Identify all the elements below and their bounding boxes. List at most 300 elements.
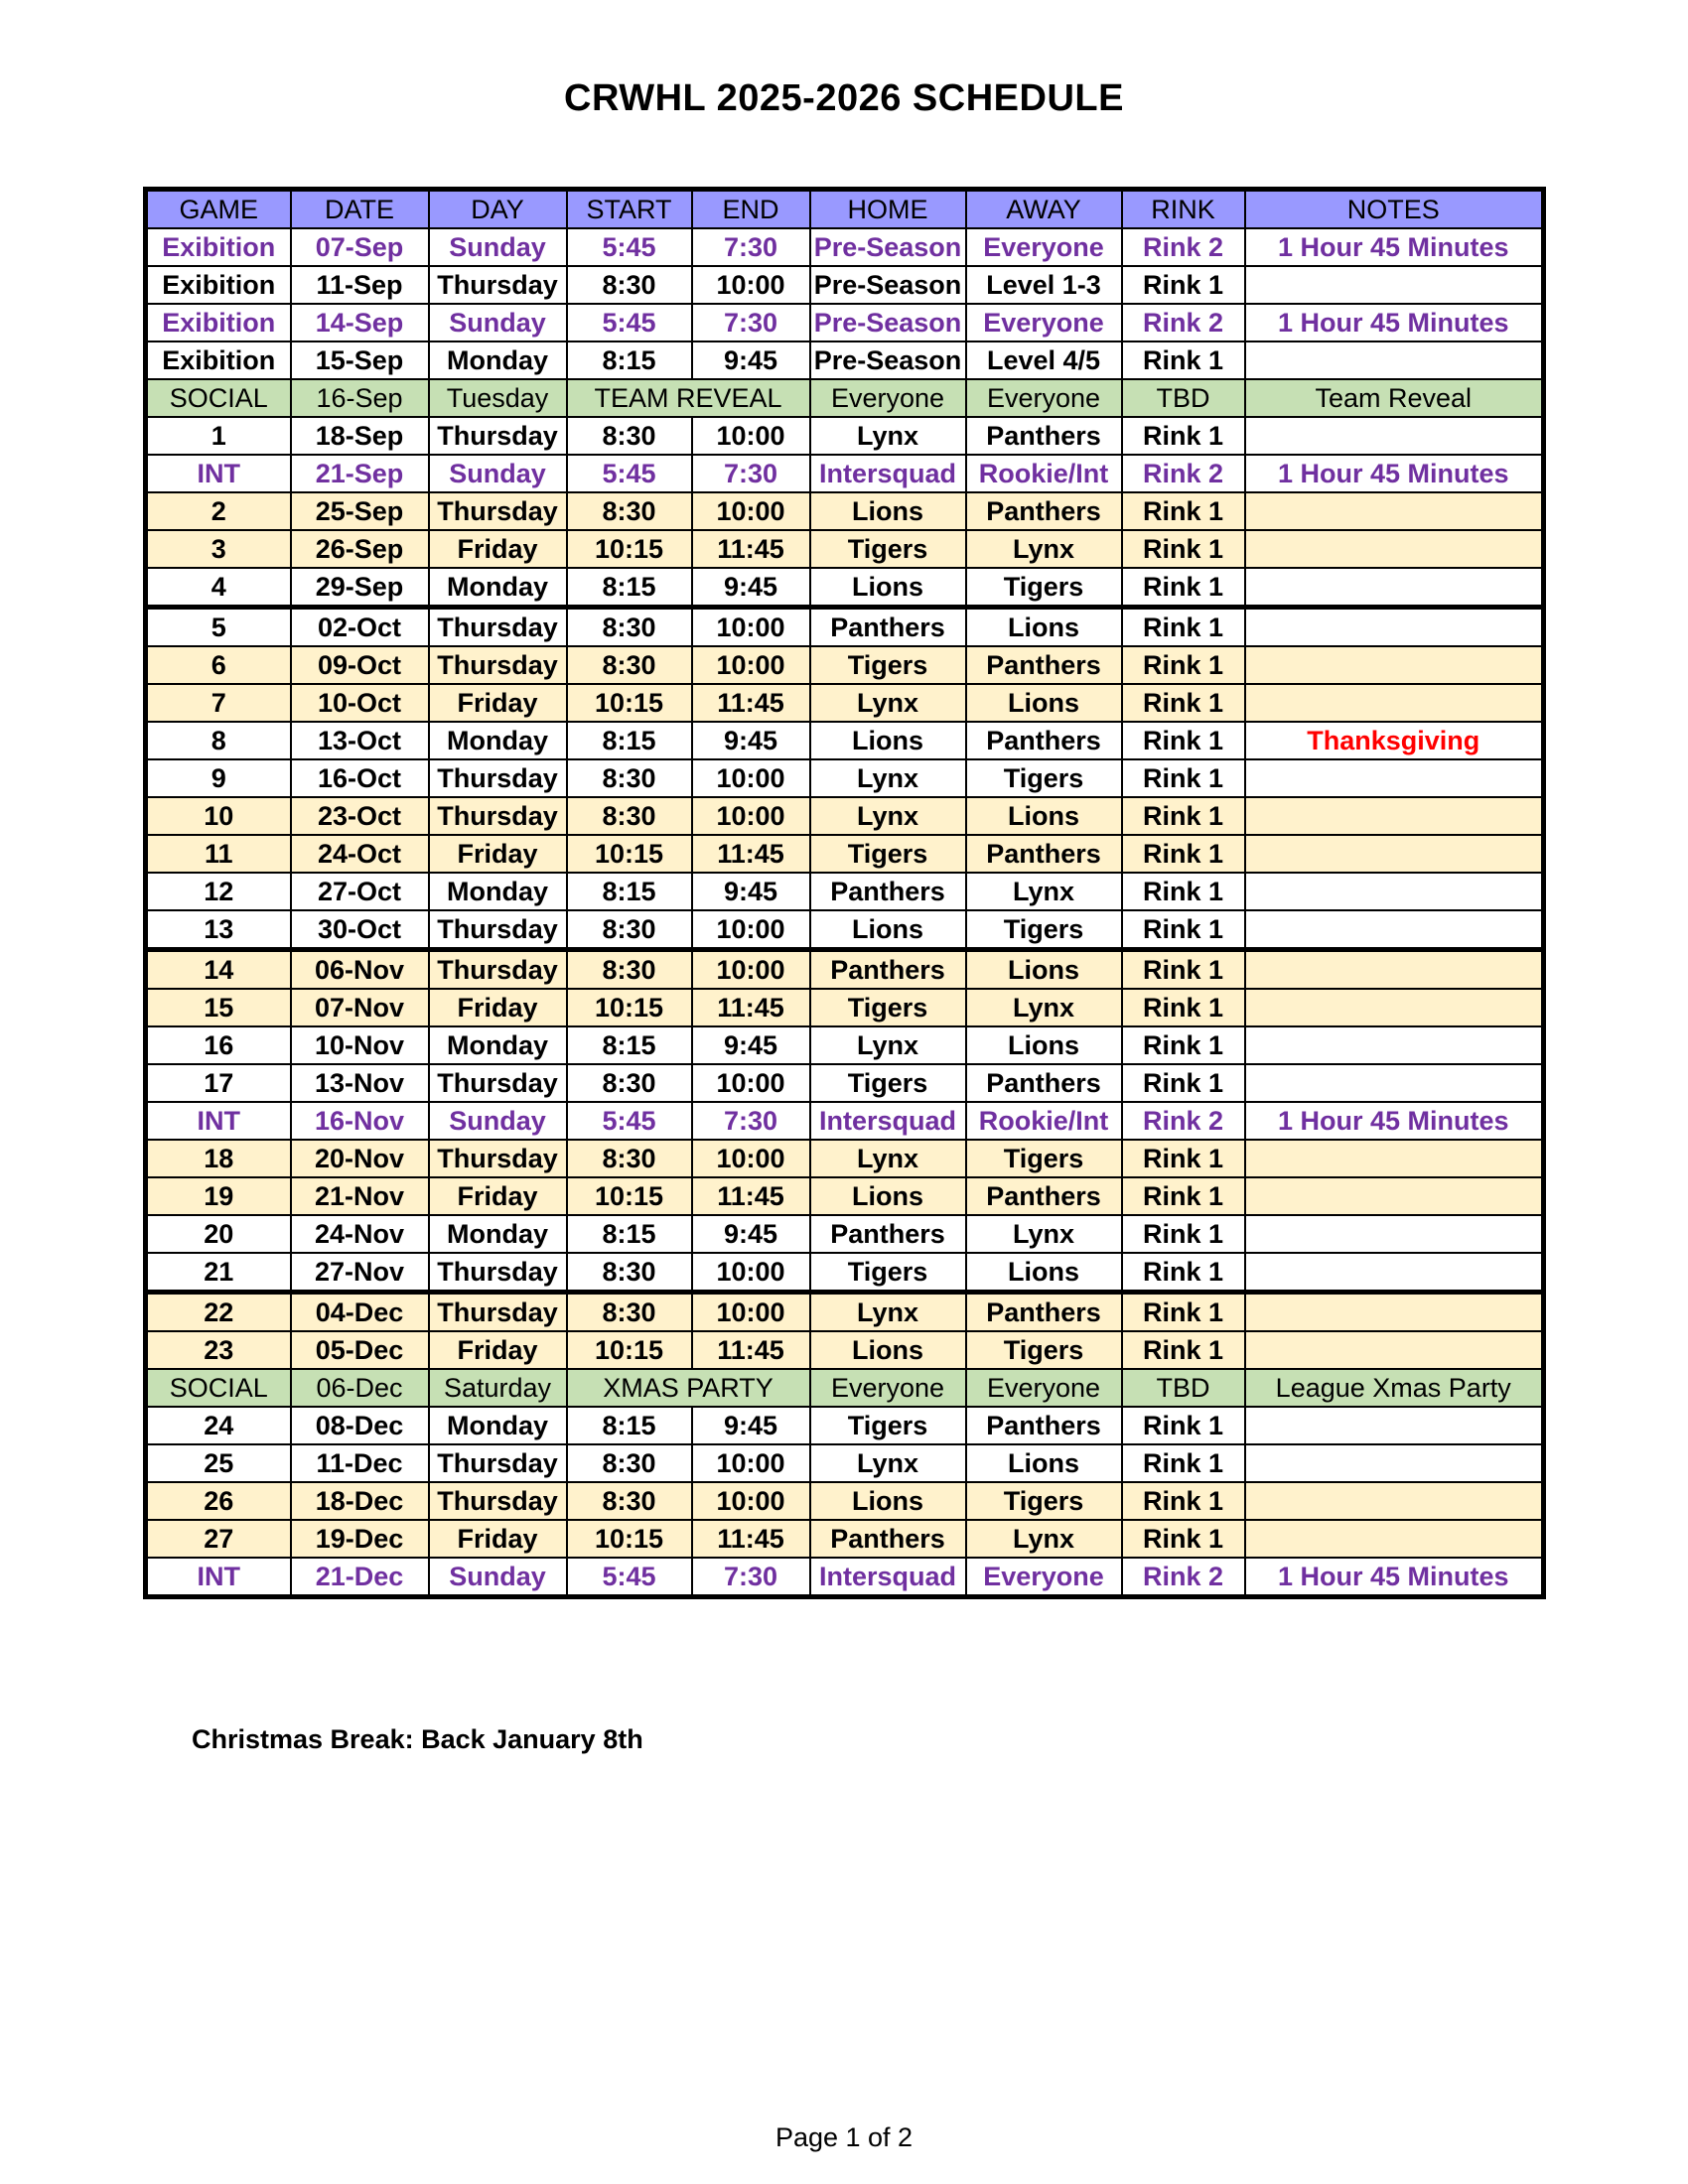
cell-game: 11 — [146, 835, 291, 873]
cell-date: 23-Oct — [291, 797, 429, 835]
cell-rink: Rink 1 — [1122, 646, 1245, 684]
cell-home: Lynx — [810, 797, 966, 835]
cell-away: Everyone — [966, 228, 1122, 266]
header-day: DAY — [429, 190, 567, 229]
cell-away: Rookie/Int — [966, 1102, 1122, 1140]
table-row — [146, 608, 1544, 647]
cell-notes — [1245, 759, 1544, 797]
cell-start: 8:30 — [567, 1064, 692, 1102]
cell-away: Lynx — [966, 1215, 1122, 1253]
cell-date: 16-Oct — [291, 759, 429, 797]
cell-away: Panthers — [966, 722, 1122, 759]
cell-home: Tigers — [810, 835, 966, 873]
cell-home: Panthers — [810, 608, 966, 647]
cell-rink: Rink 1 — [1122, 1215, 1245, 1253]
cell-away: Lions — [966, 797, 1122, 835]
cell-notes — [1245, 1407, 1544, 1444]
cell-rink: Rink 2 — [1122, 228, 1245, 266]
cell-notes — [1245, 1177, 1544, 1215]
cell-notes — [1245, 1026, 1544, 1064]
cell-day: Friday — [429, 1177, 567, 1215]
table-row — [146, 341, 1544, 379]
cell-game: 21 — [146, 1253, 291, 1293]
cell-game: 27 — [146, 1520, 291, 1558]
cell-game: Exibition — [146, 228, 291, 266]
cell-day: Monday — [429, 341, 567, 379]
cell-end: 9:45 — [692, 568, 810, 608]
cell-notes: Team Reveal — [1245, 379, 1544, 417]
table-row — [146, 379, 1544, 417]
cell-day: Thursday — [429, 759, 567, 797]
cell-home: Everyone — [810, 379, 966, 417]
cell-start: 8:15 — [567, 341, 692, 379]
cell-away: Lions — [966, 1253, 1122, 1293]
table-row — [146, 1177, 1544, 1215]
cell-rink: Rink 1 — [1122, 835, 1245, 873]
table-row — [146, 228, 1544, 266]
cell-game: 6 — [146, 646, 291, 684]
cell-notes — [1245, 341, 1544, 379]
cell-day: Thursday — [429, 950, 567, 990]
cell-end: 10:00 — [692, 1140, 810, 1177]
cell-away: Tigers — [966, 1140, 1122, 1177]
table-row — [146, 1369, 1544, 1407]
cell-day: Friday — [429, 835, 567, 873]
cell-game: 8 — [146, 722, 291, 759]
cell-notes — [1245, 1140, 1544, 1177]
cell-date: 10-Oct — [291, 684, 429, 722]
cell-date: 06-Nov — [291, 950, 429, 990]
cell-end: 10:00 — [692, 266, 810, 304]
table-row — [146, 1064, 1544, 1102]
cell-date: 29-Sep — [291, 568, 429, 608]
cell-rink: Rink 1 — [1122, 1026, 1245, 1064]
cell-rink: Rink 1 — [1122, 797, 1245, 835]
cell-date: 27-Oct — [291, 873, 429, 910]
cell-end: 10:00 — [692, 950, 810, 990]
cell-rink: Rink 1 — [1122, 1177, 1245, 1215]
cell-end: 10:00 — [692, 1293, 810, 1332]
cell-home: Lions — [810, 722, 966, 759]
cell-day: Friday — [429, 1520, 567, 1558]
cell-away: Lynx — [966, 530, 1122, 568]
cell-away: Everyone — [966, 379, 1122, 417]
cell-day: Sunday — [429, 1102, 567, 1140]
cell-rink: Rink 1 — [1122, 759, 1245, 797]
cell-home: Intersquad — [810, 1558, 966, 1597]
cell-rink: Rink 1 — [1122, 1253, 1245, 1293]
cell-start: 10:15 — [567, 1331, 692, 1369]
cell-notes — [1245, 266, 1544, 304]
cell-rink: Rink 1 — [1122, 492, 1245, 530]
cell-home: Lynx — [810, 417, 966, 455]
cell-game: 19 — [146, 1177, 291, 1215]
cell-date: 11-Sep — [291, 266, 429, 304]
cell-notes — [1245, 835, 1544, 873]
cell-notes — [1245, 1444, 1544, 1482]
cell-notes — [1245, 608, 1544, 647]
cell-date: 25-Sep — [291, 492, 429, 530]
cell-rink: Rink 2 — [1122, 455, 1245, 492]
cell-rink: Rink 1 — [1122, 1331, 1245, 1369]
cell-home: Lions — [810, 1331, 966, 1369]
cell-game: 16 — [146, 1026, 291, 1064]
cell-start: 10:15 — [567, 989, 692, 1026]
cell-date: 05-Dec — [291, 1331, 429, 1369]
cell-game: 20 — [146, 1215, 291, 1253]
cell-away: Everyone — [966, 1558, 1122, 1597]
cell-date: 13-Oct — [291, 722, 429, 759]
cell-home: Tigers — [810, 1253, 966, 1293]
cell-end: 10:00 — [692, 417, 810, 455]
cell-notes — [1245, 646, 1544, 684]
header-home: HOME — [810, 190, 966, 229]
cell-game: 22 — [146, 1293, 291, 1332]
cell-day: Sunday — [429, 1558, 567, 1597]
cell-start: 10:15 — [567, 1520, 692, 1558]
cell-game: Exibition — [146, 304, 291, 341]
cell-notes — [1245, 989, 1544, 1026]
table-row — [146, 1293, 1544, 1332]
cell-notes — [1245, 1482, 1544, 1520]
cell-day: Thursday — [429, 1253, 567, 1293]
table-row — [146, 455, 1544, 492]
cell-start: 8:30 — [567, 608, 692, 647]
cell-end: 9:45 — [692, 1215, 810, 1253]
cell-start: 8:30 — [567, 1140, 692, 1177]
cell-game: SOCIAL — [146, 1369, 291, 1407]
cell-away: Panthers — [966, 835, 1122, 873]
header-start: START — [567, 190, 692, 229]
cell-home: Intersquad — [810, 1102, 966, 1140]
cell-start: 8:30 — [567, 1293, 692, 1332]
cell-rink: Rink 1 — [1122, 722, 1245, 759]
cell-end: 10:00 — [692, 608, 810, 647]
cell-day: Monday — [429, 1407, 567, 1444]
cell-event: TEAM REVEAL — [567, 379, 810, 417]
table-row — [146, 684, 1544, 722]
cell-home: Tigers — [810, 1064, 966, 1102]
cell-notes: 1 Hour 45 Minutes — [1245, 455, 1544, 492]
cell-notes — [1245, 797, 1544, 835]
cell-start: 8:30 — [567, 1444, 692, 1482]
cell-notes: 1 Hour 45 Minutes — [1245, 304, 1544, 341]
cell-end: 11:45 — [692, 1177, 810, 1215]
cell-home: Tigers — [810, 530, 966, 568]
cell-end: 7:30 — [692, 455, 810, 492]
cell-notes — [1245, 568, 1544, 608]
table-row — [146, 1140, 1544, 1177]
cell-home: Lions — [810, 568, 966, 608]
table-row — [146, 1102, 1544, 1140]
cell-date: 16-Sep — [291, 379, 429, 417]
cell-date: 24-Nov — [291, 1215, 429, 1253]
cell-home: Lions — [810, 910, 966, 950]
cell-date: 19-Dec — [291, 1520, 429, 1558]
cell-date: 07-Nov — [291, 989, 429, 1026]
table-row — [146, 910, 1544, 950]
cell-away: Tigers — [966, 1331, 1122, 1369]
cell-rink: Rink 1 — [1122, 1520, 1245, 1558]
cell-rink: TBD — [1122, 1369, 1245, 1407]
cell-home: Lynx — [810, 1444, 966, 1482]
cell-date: 24-Oct — [291, 835, 429, 873]
cell-away: Lions — [966, 608, 1122, 647]
header-away: AWAY — [966, 190, 1122, 229]
cell-home: Panthers — [810, 873, 966, 910]
cell-away: Panthers — [966, 1407, 1122, 1444]
cell-away: Panthers — [966, 492, 1122, 530]
cell-rink: Rink 1 — [1122, 417, 1245, 455]
cell-date: 14-Sep — [291, 304, 429, 341]
cell-day: Thursday — [429, 797, 567, 835]
cell-start: 8:15 — [567, 1215, 692, 1253]
page-title: CRWHL 2025-2026 SCHEDULE — [564, 77, 1124, 119]
cell-game: Exibition — [146, 341, 291, 379]
cell-day: Thursday — [429, 417, 567, 455]
cell-home: Pre-Season — [810, 341, 966, 379]
cell-start: 8:30 — [567, 492, 692, 530]
cell-away: Tigers — [966, 1482, 1122, 1520]
cell-game: 25 — [146, 1444, 291, 1482]
cell-end: 7:30 — [692, 1102, 810, 1140]
cell-game: 1 — [146, 417, 291, 455]
cell-end: 10:00 — [692, 492, 810, 530]
cell-home: Lions — [810, 1177, 966, 1215]
cell-home: Tigers — [810, 989, 966, 1026]
cell-day: Sunday — [429, 228, 567, 266]
cell-end: 10:00 — [692, 797, 810, 835]
cell-away: Tigers — [966, 568, 1122, 608]
cell-home: Lynx — [810, 684, 966, 722]
cell-game: 7 — [146, 684, 291, 722]
cell-day: Sunday — [429, 304, 567, 341]
cell-notes: 1 Hour 45 Minutes — [1245, 1102, 1544, 1140]
table-row — [146, 1482, 1544, 1520]
cell-game: Exibition — [146, 266, 291, 304]
cell-end: 10:00 — [692, 1482, 810, 1520]
cell-game: 10 — [146, 797, 291, 835]
cell-day: Tuesday — [429, 379, 567, 417]
cell-end: 9:45 — [692, 722, 810, 759]
cell-notes — [1245, 1253, 1544, 1293]
cell-notes — [1245, 530, 1544, 568]
cell-day: Friday — [429, 684, 567, 722]
table-row — [146, 797, 1544, 835]
table-row — [146, 304, 1544, 341]
cell-away: Level 1-3 — [966, 266, 1122, 304]
cell-rink: Rink 1 — [1122, 530, 1245, 568]
cell-end: 7:30 — [692, 1558, 810, 1597]
table-row — [146, 492, 1544, 530]
cell-start: 8:30 — [567, 759, 692, 797]
cell-end: 11:45 — [692, 530, 810, 568]
cell-end: 11:45 — [692, 835, 810, 873]
cell-notes — [1245, 1064, 1544, 1102]
cell-date: 09-Oct — [291, 646, 429, 684]
cell-end: 11:45 — [692, 1520, 810, 1558]
cell-end: 10:00 — [692, 1444, 810, 1482]
cell-home: Lynx — [810, 1293, 966, 1332]
cell-end: 11:45 — [692, 989, 810, 1026]
cell-game: 4 — [146, 568, 291, 608]
table-row — [146, 759, 1544, 797]
cell-end: 9:45 — [692, 1026, 810, 1064]
cell-rink: Rink 1 — [1122, 684, 1245, 722]
cell-game: 2 — [146, 492, 291, 530]
cell-start: 5:45 — [567, 228, 692, 266]
christmas-break-note: Christmas Break: Back January 8th — [192, 1724, 643, 1754]
cell-date: 11-Dec — [291, 1444, 429, 1482]
cell-notes — [1245, 1293, 1544, 1332]
cell-game: INT — [146, 1558, 291, 1597]
cell-start: 5:45 — [567, 304, 692, 341]
cell-game: 3 — [146, 530, 291, 568]
table-row — [146, 950, 1544, 990]
cell-notes — [1245, 910, 1544, 950]
table-row — [146, 266, 1544, 304]
table-row — [146, 530, 1544, 568]
header-game: GAME — [146, 190, 291, 229]
cell-rink: Rink 1 — [1122, 989, 1245, 1026]
cell-end: 9:45 — [692, 873, 810, 910]
cell-start: 5:45 — [567, 455, 692, 492]
cell-start: 8:30 — [567, 950, 692, 990]
cell-day: Thursday — [429, 646, 567, 684]
table-row — [146, 1215, 1544, 1253]
cell-end: 7:30 — [692, 228, 810, 266]
cell-away: Tigers — [966, 759, 1122, 797]
cell-day: Thursday — [429, 1140, 567, 1177]
cell-away: Level 4/5 — [966, 341, 1122, 379]
cell-away: Lions — [966, 684, 1122, 722]
cell-event: XMAS PARTY — [567, 1369, 810, 1407]
cell-rink: Rink 1 — [1122, 1064, 1245, 1102]
table-row — [146, 1026, 1544, 1064]
table-row — [146, 1520, 1544, 1558]
cell-notes — [1245, 1520, 1544, 1558]
cell-start: 10:15 — [567, 530, 692, 568]
cell-away: Panthers — [966, 646, 1122, 684]
cell-game: INT — [146, 455, 291, 492]
cell-start: 5:45 — [567, 1102, 692, 1140]
cell-start: 10:15 — [567, 1177, 692, 1215]
cell-away: Lions — [966, 1444, 1122, 1482]
cell-date: 30-Oct — [291, 910, 429, 950]
cell-rink: Rink 1 — [1122, 568, 1245, 608]
cell-game: 24 — [146, 1407, 291, 1444]
table-row — [146, 1407, 1544, 1444]
table-row — [146, 873, 1544, 910]
cell-end: 10:00 — [692, 1064, 810, 1102]
schedule-body — [146, 228, 1544, 1597]
cell-game: 14 — [146, 950, 291, 990]
cell-day: Sunday — [429, 455, 567, 492]
table-row — [146, 835, 1544, 873]
cell-home: Lynx — [810, 759, 966, 797]
cell-away: Panthers — [966, 1064, 1122, 1102]
header-notes: NOTES — [1245, 190, 1544, 229]
cell-day: Friday — [429, 530, 567, 568]
cell-date: 08-Dec — [291, 1407, 429, 1444]
cell-game: INT — [146, 1102, 291, 1140]
cell-end: 10:00 — [692, 759, 810, 797]
cell-notes: 1 Hour 45 Minutes — [1245, 228, 1544, 266]
cell-day: Monday — [429, 1026, 567, 1064]
cell-day: Friday — [429, 1331, 567, 1369]
header-rink: RINK — [1122, 190, 1245, 229]
cell-game: 15 — [146, 989, 291, 1026]
cell-date: 26-Sep — [291, 530, 429, 568]
cell-game: 12 — [146, 873, 291, 910]
cell-date: 18-Dec — [291, 1482, 429, 1520]
cell-notes — [1245, 873, 1544, 910]
cell-day: Thursday — [429, 910, 567, 950]
cell-date: 27-Nov — [291, 1253, 429, 1293]
cell-home: Intersquad — [810, 455, 966, 492]
cell-away: Lions — [966, 1026, 1122, 1064]
cell-notes — [1245, 492, 1544, 530]
cell-rink: Rink 1 — [1122, 341, 1245, 379]
cell-day: Friday — [429, 989, 567, 1026]
cell-rink: Rink 1 — [1122, 608, 1245, 647]
cell-rink: Rink 1 — [1122, 1293, 1245, 1332]
cell-rink: Rink 1 — [1122, 266, 1245, 304]
cell-day: Thursday — [429, 1444, 567, 1482]
cell-away: Panthers — [966, 1177, 1122, 1215]
cell-end: 10:00 — [692, 1253, 810, 1293]
cell-home: Lynx — [810, 1140, 966, 1177]
cell-date: 04-Dec — [291, 1293, 429, 1332]
cell-game: 9 — [146, 759, 291, 797]
table-row — [146, 1253, 1544, 1293]
cell-away: Tigers — [966, 910, 1122, 950]
cell-date: 21-Nov — [291, 1177, 429, 1215]
cell-home: Lions — [810, 1482, 966, 1520]
cell-notes: 1 Hour 45 Minutes — [1245, 1558, 1544, 1597]
cell-rink: Rink 2 — [1122, 304, 1245, 341]
cell-date: 16-Nov — [291, 1102, 429, 1140]
header-row — [146, 190, 1544, 229]
cell-rink: Rink 2 — [1122, 1558, 1245, 1597]
table-row — [146, 989, 1544, 1026]
cell-game: 23 — [146, 1331, 291, 1369]
schedule-table — [143, 187, 1546, 1599]
cell-date: 20-Nov — [291, 1140, 429, 1177]
table-row — [146, 568, 1544, 608]
cell-day: Monday — [429, 722, 567, 759]
cell-end: 10:00 — [692, 910, 810, 950]
cell-notes: League Xmas Party — [1245, 1369, 1544, 1407]
cell-notes — [1245, 417, 1544, 455]
cell-date: 06-Dec — [291, 1369, 429, 1407]
cell-date: 21-Sep — [291, 455, 429, 492]
cell-away: Lynx — [966, 1520, 1122, 1558]
cell-day: Thursday — [429, 608, 567, 647]
cell-day: Thursday — [429, 266, 567, 304]
cell-game: 13 — [146, 910, 291, 950]
cell-end: 7:30 — [692, 304, 810, 341]
cell-away: Panthers — [966, 1293, 1122, 1332]
cell-away: Lynx — [966, 873, 1122, 910]
cell-home: Tigers — [810, 646, 966, 684]
cell-rink: Rink 1 — [1122, 1482, 1245, 1520]
cell-start: 8:15 — [567, 873, 692, 910]
header-date: DATE — [291, 190, 429, 229]
cell-home: Pre-Season — [810, 304, 966, 341]
cell-game: 5 — [146, 608, 291, 647]
cell-start: 8:15 — [567, 1026, 692, 1064]
